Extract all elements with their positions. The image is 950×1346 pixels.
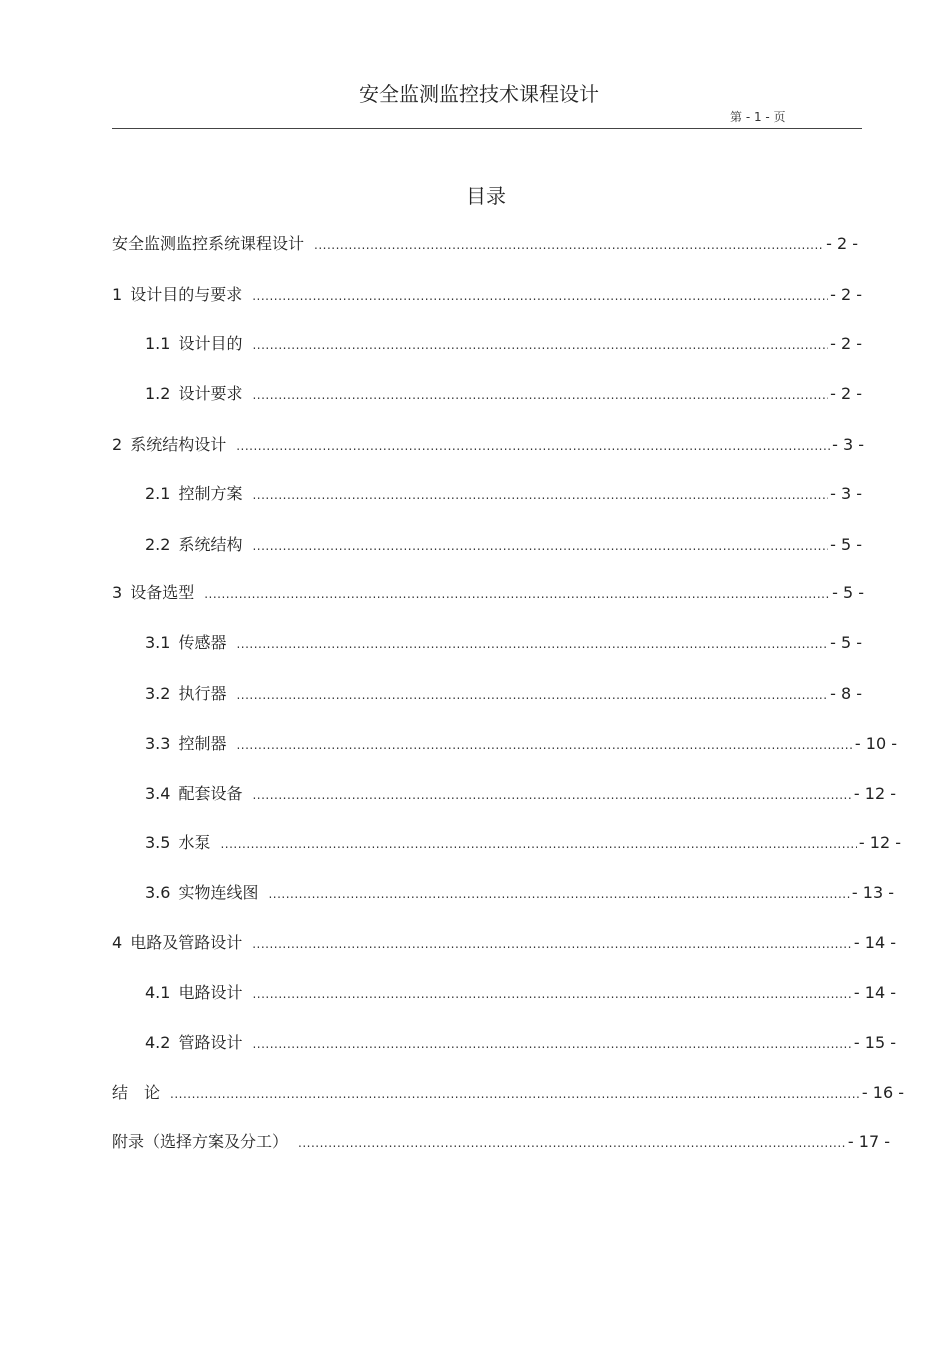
toc-entry-text: 控制方案 bbox=[178, 484, 243, 503]
toc-entry[interactable] bbox=[145, 831, 901, 855]
toc-entry-page: - 16 - bbox=[861, 1083, 904, 1102]
toc-entry-label bbox=[145, 682, 226, 706]
toc-entry-page: - 14 - bbox=[853, 983, 896, 1002]
toc-entry-page: - 2 - bbox=[830, 285, 862, 304]
toc-entry[interactable] bbox=[145, 782, 896, 806]
toc-entry-label bbox=[112, 931, 242, 955]
toc-entry-text: 电路设计 bbox=[178, 983, 243, 1002]
toc-entry-label bbox=[112, 283, 242, 307]
document-header-title: 安全监测监控技术课程设计 bbox=[359, 82, 599, 106]
toc-entry-number: 1 bbox=[112, 285, 123, 304]
toc-entry-number: 1.1 bbox=[145, 334, 171, 353]
toc-entry-page: - 2 - bbox=[826, 234, 858, 253]
toc-leader-dots bbox=[252, 932, 852, 956]
toc-entry-number: 3 bbox=[112, 583, 123, 602]
toc-entry-number: 4.2 bbox=[145, 1033, 171, 1052]
toc-entry-page: - 2 - bbox=[830, 334, 862, 353]
toc-entry[interactable] bbox=[145, 332, 862, 356]
toc-entry-label bbox=[112, 1081, 160, 1105]
toc-leader-dots bbox=[236, 434, 830, 458]
toc-entry-number: 4.1 bbox=[145, 983, 171, 1002]
toc-entry-text: 安全监测监控系统课程设计 bbox=[112, 234, 305, 253]
toc-entry-page: - 8 - bbox=[830, 684, 862, 703]
toc-entry-label bbox=[145, 782, 242, 806]
toc-entry-label bbox=[145, 482, 242, 506]
toc-entry-text: 附录（选择方案及分工） bbox=[112, 1132, 289, 1151]
toc-entry[interactable] bbox=[112, 1081, 904, 1105]
toc-entry-number: 3.5 bbox=[145, 833, 171, 852]
toc-entry[interactable] bbox=[145, 482, 862, 506]
toc-entry[interactable] bbox=[112, 232, 858, 256]
toc-entry-label bbox=[145, 382, 242, 406]
toc-entry-text: 传感器 bbox=[178, 633, 227, 652]
header-page-marker: 第 - 1 - 页 bbox=[730, 110, 786, 124]
toc-entry-text: 执行器 bbox=[178, 684, 227, 703]
toc-entry-text: 配套设备 bbox=[178, 784, 243, 803]
toc-entry[interactable] bbox=[145, 981, 896, 1005]
toc-entry[interactable] bbox=[145, 533, 862, 557]
toc-entry-text: 系统结构设计 bbox=[130, 435, 227, 454]
toc-entry-label bbox=[112, 232, 304, 256]
toc-entry-page: - 13 - bbox=[851, 883, 894, 902]
toc-entry-label bbox=[112, 433, 226, 457]
toc-entry[interactable] bbox=[145, 732, 897, 756]
toc-entry-page: - 10 - bbox=[854, 734, 897, 753]
toc-entry-page: - 17 - bbox=[847, 1132, 890, 1151]
toc-entry-page: - 5 - bbox=[832, 583, 864, 602]
toc-entry-label bbox=[145, 533, 242, 557]
toc-entry[interactable] bbox=[145, 682, 862, 706]
toc-entry[interactable] bbox=[112, 581, 864, 605]
toc-entry-page: - 2 - bbox=[830, 384, 862, 403]
toc-entry-label bbox=[145, 332, 242, 356]
toc-entry-page: - 12 - bbox=[858, 833, 901, 852]
toc-leader-dots bbox=[204, 582, 830, 606]
toc-entry-text: 电路及管路设计 bbox=[130, 933, 243, 952]
toc-leader-dots bbox=[314, 233, 824, 257]
toc-entry[interactable] bbox=[112, 931, 896, 955]
toc-leader-dots bbox=[268, 882, 849, 906]
toc-entry[interactable] bbox=[145, 631, 862, 655]
toc-entry-number: 3.6 bbox=[145, 883, 171, 902]
toc-entry-number: 2.2 bbox=[145, 535, 171, 554]
toc-entry[interactable] bbox=[145, 881, 894, 905]
toc-entry-page: - 12 - bbox=[853, 784, 896, 803]
toc-entry-page: - 3 - bbox=[832, 435, 864, 454]
toc-entry-number: 4 bbox=[112, 933, 123, 952]
toc-entry-number: 3.2 bbox=[145, 684, 171, 703]
toc-entry-label bbox=[112, 581, 194, 605]
toc-entry-number: 3.3 bbox=[145, 734, 171, 753]
toc-entry-text: 实物连线图 bbox=[178, 883, 259, 902]
toc-entry-label bbox=[145, 631, 226, 655]
toc-entry-label bbox=[112, 1130, 288, 1154]
header-divider bbox=[112, 128, 862, 129]
toc-title: 目录 bbox=[466, 184, 506, 208]
toc-entry-text: 设备选型 bbox=[130, 583, 195, 602]
toc-entry-number: 2 bbox=[112, 435, 123, 454]
toc-entry[interactable] bbox=[112, 283, 862, 307]
toc-leader-dots bbox=[252, 1032, 851, 1056]
toc-entry-label bbox=[145, 981, 242, 1005]
toc-entry-text: 结 论 bbox=[112, 1083, 161, 1102]
toc-entry-number: 3.1 bbox=[145, 633, 171, 652]
toc-entry-page: - 14 - bbox=[853, 933, 896, 952]
toc-leader-dots bbox=[252, 483, 828, 507]
toc-leader-dots bbox=[252, 982, 851, 1006]
toc-entry-text: 设计目的与要求 bbox=[130, 285, 243, 304]
toc-entry-page: - 5 - bbox=[830, 535, 862, 554]
toc-entry-label bbox=[145, 732, 226, 756]
toc-leader-dots bbox=[252, 783, 851, 807]
toc-entry-number: 3.4 bbox=[145, 784, 171, 803]
toc-leader-dots bbox=[236, 733, 852, 757]
toc-leader-dots bbox=[220, 832, 856, 856]
toc-entry-text: 控制器 bbox=[178, 734, 227, 753]
toc-entry-page: - 5 - bbox=[830, 633, 862, 652]
toc-entry-label bbox=[145, 1031, 242, 1055]
toc-entry[interactable] bbox=[145, 1031, 896, 1055]
toc-entry-page: - 3 - bbox=[830, 484, 862, 503]
toc-leader-dots bbox=[252, 534, 828, 558]
toc-entry[interactable] bbox=[112, 433, 864, 457]
toc-entry[interactable] bbox=[112, 1130, 890, 1154]
toc-entry-text: 水泵 bbox=[178, 833, 211, 852]
toc-entry-page: - 15 - bbox=[853, 1033, 896, 1052]
toc-entry-text: 设计目的 bbox=[178, 334, 243, 353]
toc-leader-dots bbox=[170, 1082, 860, 1106]
toc-entry-number: 2.1 bbox=[145, 484, 171, 503]
toc-entry-text: 系统结构 bbox=[178, 535, 243, 554]
toc-entry-label bbox=[145, 831, 210, 855]
toc-entry-label bbox=[145, 881, 258, 905]
toc-leader-dots bbox=[236, 683, 828, 707]
toc-leader-dots bbox=[236, 632, 828, 656]
toc-leader-dots bbox=[298, 1131, 846, 1155]
toc-leader-dots bbox=[252, 383, 828, 407]
toc-leader-dots bbox=[252, 333, 828, 357]
toc-entry-text: 设计要求 bbox=[178, 384, 243, 403]
toc-entry-number: 1.2 bbox=[145, 384, 171, 403]
toc-entry[interactable] bbox=[145, 382, 862, 406]
toc-leader-dots bbox=[252, 284, 828, 308]
toc-entry-text: 管路设计 bbox=[178, 1033, 243, 1052]
